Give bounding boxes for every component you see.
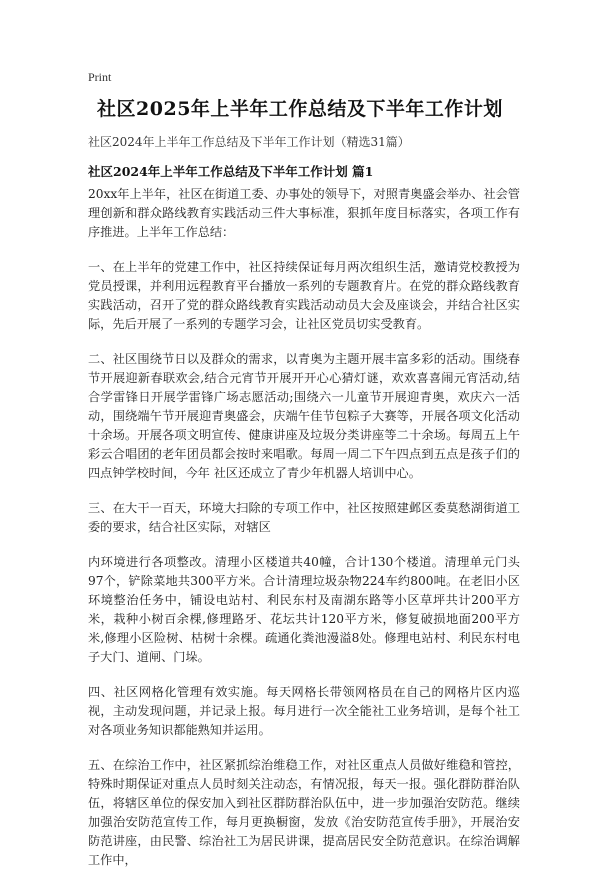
document-subtitle: 社区2024年上半年工作总结及下半年工作计划（精选31篇） (88, 135, 410, 149)
page-title: 社区2025年上半年工作总结及下半年工作计划 (97, 98, 503, 120)
document-body (88, 185, 520, 886)
print-link[interactable]: Print (88, 70, 112, 84)
paragraph: 二、社区围绕节日以及群众的需求，以青奥为主题开展丰富多彩的活动。围绕春节开展迎新春联欢会,结合元宵节开展开开心心猜灯谜，欢欢喜喜闹元宵活动,结合学雷锋日开展学雷锋广场志愿活动;围绕六一儿童节开展迎青奥，欢庆六一活动，围绕端午节开展迎青奥盛会，庆端午佳节包粽子大赛等，开展各项文化活动十余场。开展各项文明宣传、健康讲座及垃圾分类讲座等二十余场。每周五上午彩云合唱团的老年团员都会按时来唱歌。每周一周二下午四点到五点是孩子们的四点钟学校时间，今年 社区还成立了青少年机器人培训中心。 (88, 352, 520, 480)
paragraph: 五、在综治工作中，社区紧抓综治维稳工作，对社区重点人员做好维稳和管控，特殊时期保证对重点人员时刻关注动态，有情况报，每天一报。强化群防群治队伍，将辖区单位的保安加入到社区群防群治队伍中，进一步加强治安防范。继续加强治安防范宣传工作，每月更换橱窗，发放《治安防范宣传手册》，开展治安防范讲座，由民警、综治社工为居民讲课，提高居民安全防范意识。在综治调解工作中， (88, 758, 520, 867)
paragraph: 三、在大干一百天，环境大扫除的专项工作中，社区按照建邺区委莫愁湖街道工委的要求，结合社区实际，对辖区 (88, 501, 520, 534)
paragraph: 内环境进行各项整改。清理小区楼道共40幢，合计130个楼道。清理单元门头97个，铲除菜地共300平方米。合计清理垃圾杂物224车约800吨。在老旧小区环境整治任务中，铺设电站村、利民东村及南湖东路等小区草坪共计200平方米，栽种小树百余棵,修理路牙、花坛共计120平方米，修复破损地面200平方米,修理小区险树、枯树十余棵。疏通化粪池漫溢8处。修理电站村、利民东村电子大门、道闸、门垛。 (88, 555, 520, 664)
paragraph: 一、在上半年的党建工作中，社区持续保证每月两次组织生活，邀请党校教授为党员授课，并利用远程教育平台播放一系列的专题教育片。在党的群众路线教育实践活动，召开了党的群众路线教育实践活动动员大会及座谈会，并结合社区实际，先后开展了一系列的专题学习会，让社区党员切实受教育。 (88, 260, 520, 331)
paragraph: 四、社区网格化管理有效实施。每天网格长带领网格员在自己的网格片区内巡视，主动发现问题，并记录上报。每月进行一次全能社工业务培训，是每个社工对各项业务知识都能熟知并运用。 (88, 685, 520, 737)
paragraph: 20xx年上半年，社区在街道工委、办事处的领导下，对照青奥盛会举办、社会管理创新和群众路线教育实践活动三件大事标准，狠抓年度目标落实，各项工作有序推进。上半年工作总结： (88, 187, 520, 239)
section-heading: 社区2024年上半年工作总结及下半年工作计划 篇1 (88, 164, 374, 179)
